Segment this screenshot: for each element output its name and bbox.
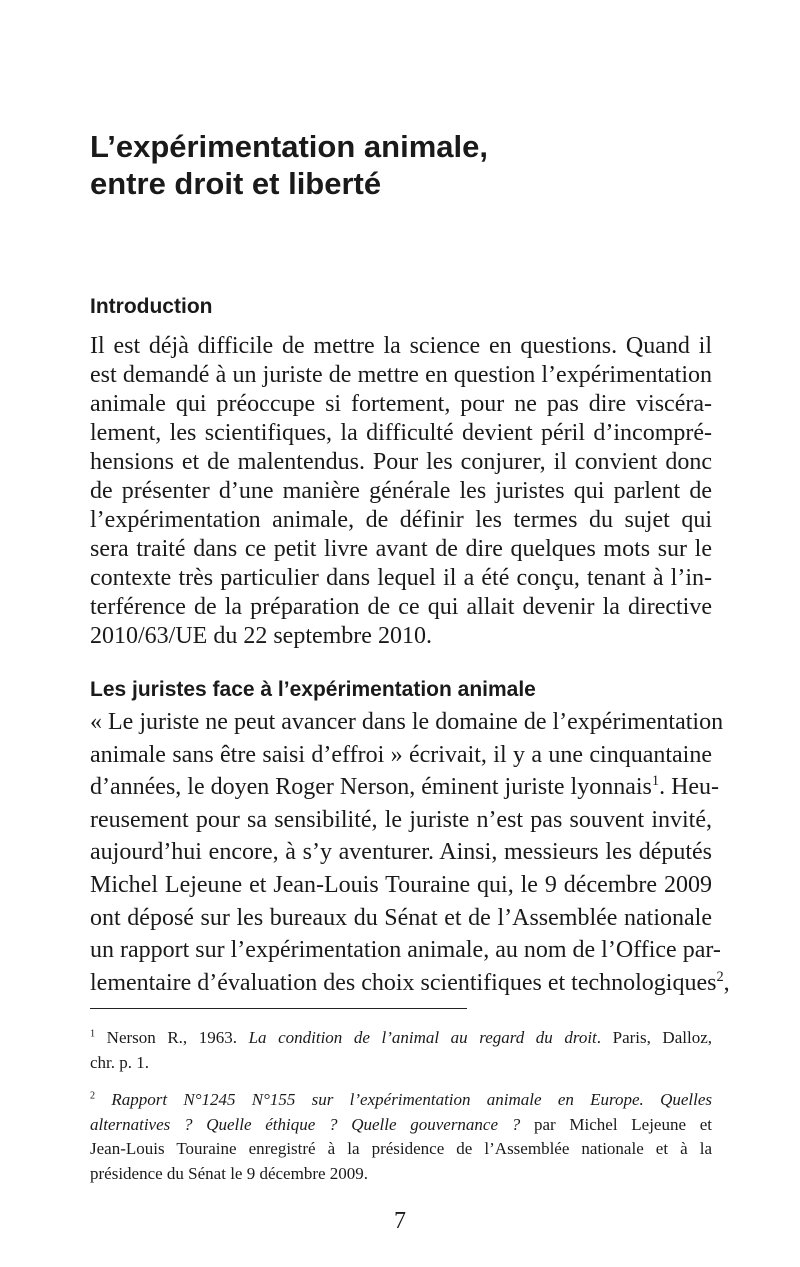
text-line: Michel Lejeune et Jean-Louis Touraine qui, le 9 décembre 2009 [90,871,712,898]
section-heading-introduction: Introduction [90,295,213,318]
paragraph-introduction [90,332,712,651]
footnote-1 [90,1026,712,1075]
text-line: contexte très particulier dans lequel il a été conçu, tenant à l’in- [90,565,712,591]
text-line: hensions et de malentendus. Pour les conjurer, il convient donc [90,449,712,475]
text: d’années, le doyen Roger Nerson, éminent juriste lyonnais [90,774,652,801]
text-line: animale sans être saisi d’effroi » écrivait, il y a une cinquantaine [90,741,712,768]
text-line: lement, les scientifiques, la difficulté devient péril d’incompré- [90,420,712,446]
text: . Heu- [659,774,720,801]
text-line: 2010/63/UE du 22 septembre 2010. [90,623,432,649]
text: lementaire d’évaluation des choix scientifiques et technologiques [90,969,717,996]
text: par Michel Lejeune et [520,1114,712,1134]
text-line: chr. p. 1. [90,1052,150,1072]
text: alternatives ? Quelle éthique ? Quelle gouvernance ? [90,1114,521,1134]
text-line: un rapport sur l’expérimentation animale, au nom de l’Office par- [90,937,721,964]
text: Nerson R., 1963. [106,1028,249,1047]
text-line: de présenter d’une manière générale les juristes qui parlent de [90,478,712,504]
title-line: L’expérimentation animale, [90,129,488,164]
text-line [90,1113,712,1138]
footnote-2 [90,1088,712,1186]
text: , [723,969,730,996]
title-line: entre droit et liberté [90,166,382,201]
text-line: est demandé à un juriste de mettre en question l’expérimentation [90,362,712,388]
text-line: présidence du Sénat le 9 décembre 2009. [90,1163,369,1183]
text-line: l’expérimentation animale, de définir les termes du sujet qui [90,507,712,533]
text-line: « Le juriste ne peut avancer dans le domaine de l’expérimentation [90,709,724,735]
paragraph-juristes [90,706,730,999]
text: La condition de l’animal au regard du droit [248,1028,597,1047]
footnote-ref[interactable]: 2 [716,968,724,985]
footnote-mark: 2 [90,1090,96,1102]
section-heading-juristes: Les juristes face à l’expérimentation animale [90,678,536,701]
footnote-separator [90,1008,467,1009]
footnote-mark: 1 [90,1028,96,1040]
text-line: aujourd’hui encore, à s’y aventurer. Ainsi, messieurs les députés [90,839,712,866]
text-line [90,771,720,804]
text-line: reusement pour sa sensibilité, le juriste n’est pas souvent invité, [90,806,712,833]
text-line: Jean-Louis Touraine enregistré à la présidence de l’Assemblée nationale et à la [90,1139,712,1158]
text-line [90,1088,712,1113]
text-line: animale qui préoccupe si fortement, pour ne pas dire viscéra- [90,391,712,417]
text-line: terférence de la préparation de ce qui allait devenir la directive [90,594,712,620]
text-line: sera traité dans ce petit livre avant de dire quelques mots sur le [90,536,712,562]
text-line: ont déposé sur les bureaux du Sénat et de l’Assemblée nationale [90,904,712,931]
text-line: Il est déjà difficile de mettre la science en questions. Quand il [90,333,712,359]
text: Rapport N°1245 N°155 sur l’expérimentation animale en Europe. Quelles [111,1090,713,1109]
text-line [90,1026,712,1051]
chapter-title [90,128,488,202]
text-line [90,967,730,1000]
footnote-ref[interactable]: 1 [651,773,660,790]
text: . Paris, Dalloz, [596,1028,712,1047]
page-number: 7 [394,1208,406,1234]
